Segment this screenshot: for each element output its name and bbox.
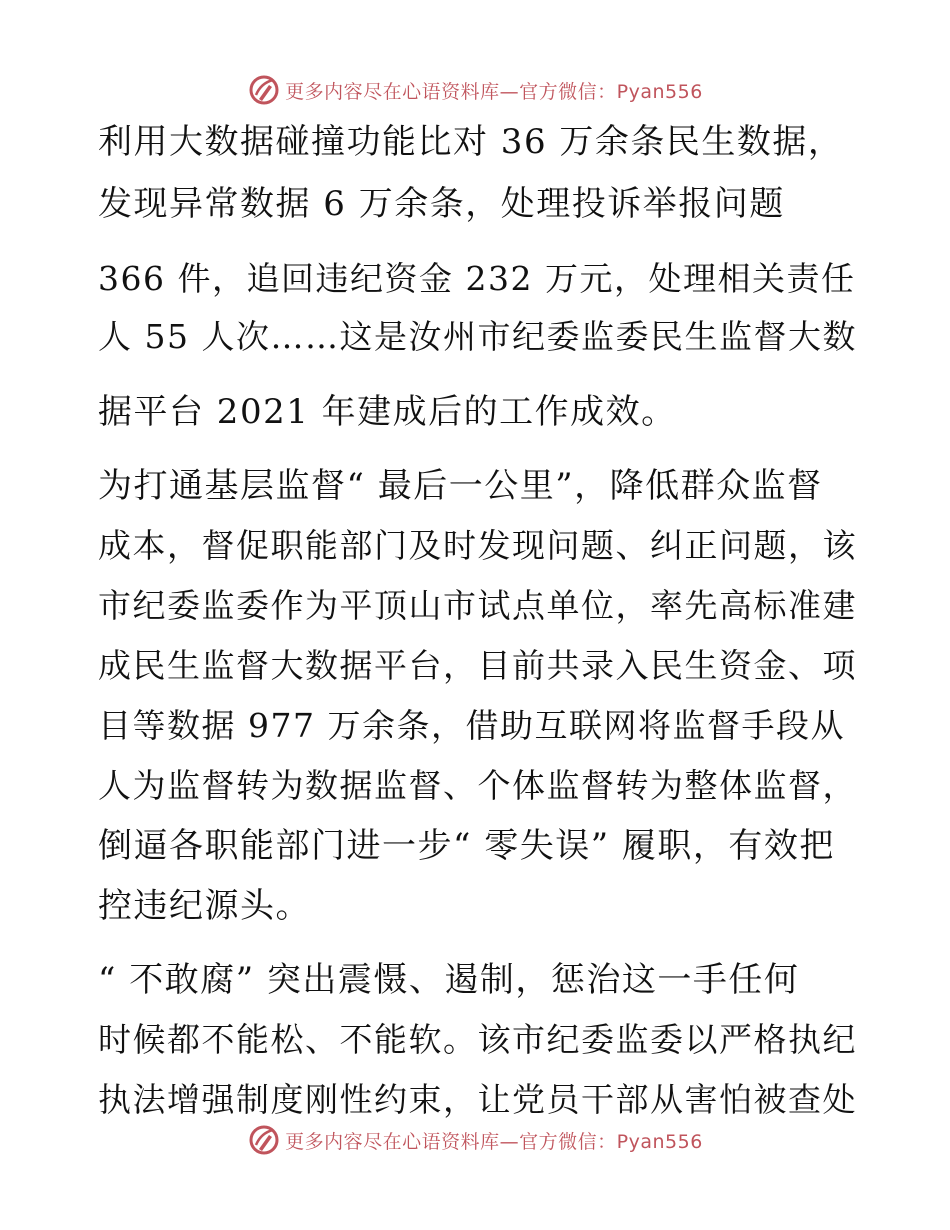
pen-logo-icon	[247, 1123, 281, 1157]
text-line-5: 据平台 2021 年建成后的工作成效。	[98, 392, 677, 432]
text-line-4: 人 55 人次……这是汝州市纪委监委民生监督大数	[98, 317, 857, 356]
text-line-6: 为打通基层监督“ 最后一公里”，降低群众监督	[98, 466, 823, 506]
text-line-12: 倒逼各职能部门进一步“ 零失误” 履职，有效把	[98, 826, 835, 866]
text-line-8: 市纪委监委作为平顶山市试点单位，率先高标准建	[98, 586, 857, 625]
text-line-1: 利用大数据碰撞功能比对 36 万余条民生数据，	[98, 122, 844, 162]
text-line-13: 控违纪源头。	[98, 886, 311, 926]
pen-logo-icon	[247, 73, 281, 107]
header-watermark-banner	[0, 70, 950, 110]
text-line-9: 成民生监督大数据平台，目前共录入民生资金、项	[98, 646, 857, 685]
watermark-text: 更多内容尽在心语资料库—官方微信：Pyan556	[285, 1130, 703, 1153]
text-line-3: 366 件，追回违纪资金 232 万元，处理相关责任	[98, 259, 856, 298]
text-line-10: 目等数据 977 万余条，借助互联网将监督手段从	[98, 706, 845, 745]
footer-watermark-banner	[0, 1120, 950, 1160]
text-line-14: “ 不敢腐” 突出震慑、遏制，惩治这一手任何	[98, 960, 800, 1000]
text-line-11: 人为监督转为数据监督、个体监督转为整体监督，	[98, 766, 857, 805]
text-line-2: 发现异常数据 6 万余条，处理投诉举报问题	[98, 184, 785, 224]
text-line-16: 执法增强制度刚性约束，让党员干部从害怕被查处	[98, 1080, 857, 1119]
text-line-7: 成本，督促职能部门及时发现问题、纠正问题，该	[98, 526, 857, 565]
text-line-15: 时候都不能松、不能软。该市纪委监委以严格执纪	[98, 1020, 857, 1059]
watermark-text: 更多内容尽在心语资料库—官方微信：Pyan556	[285, 80, 703, 103]
